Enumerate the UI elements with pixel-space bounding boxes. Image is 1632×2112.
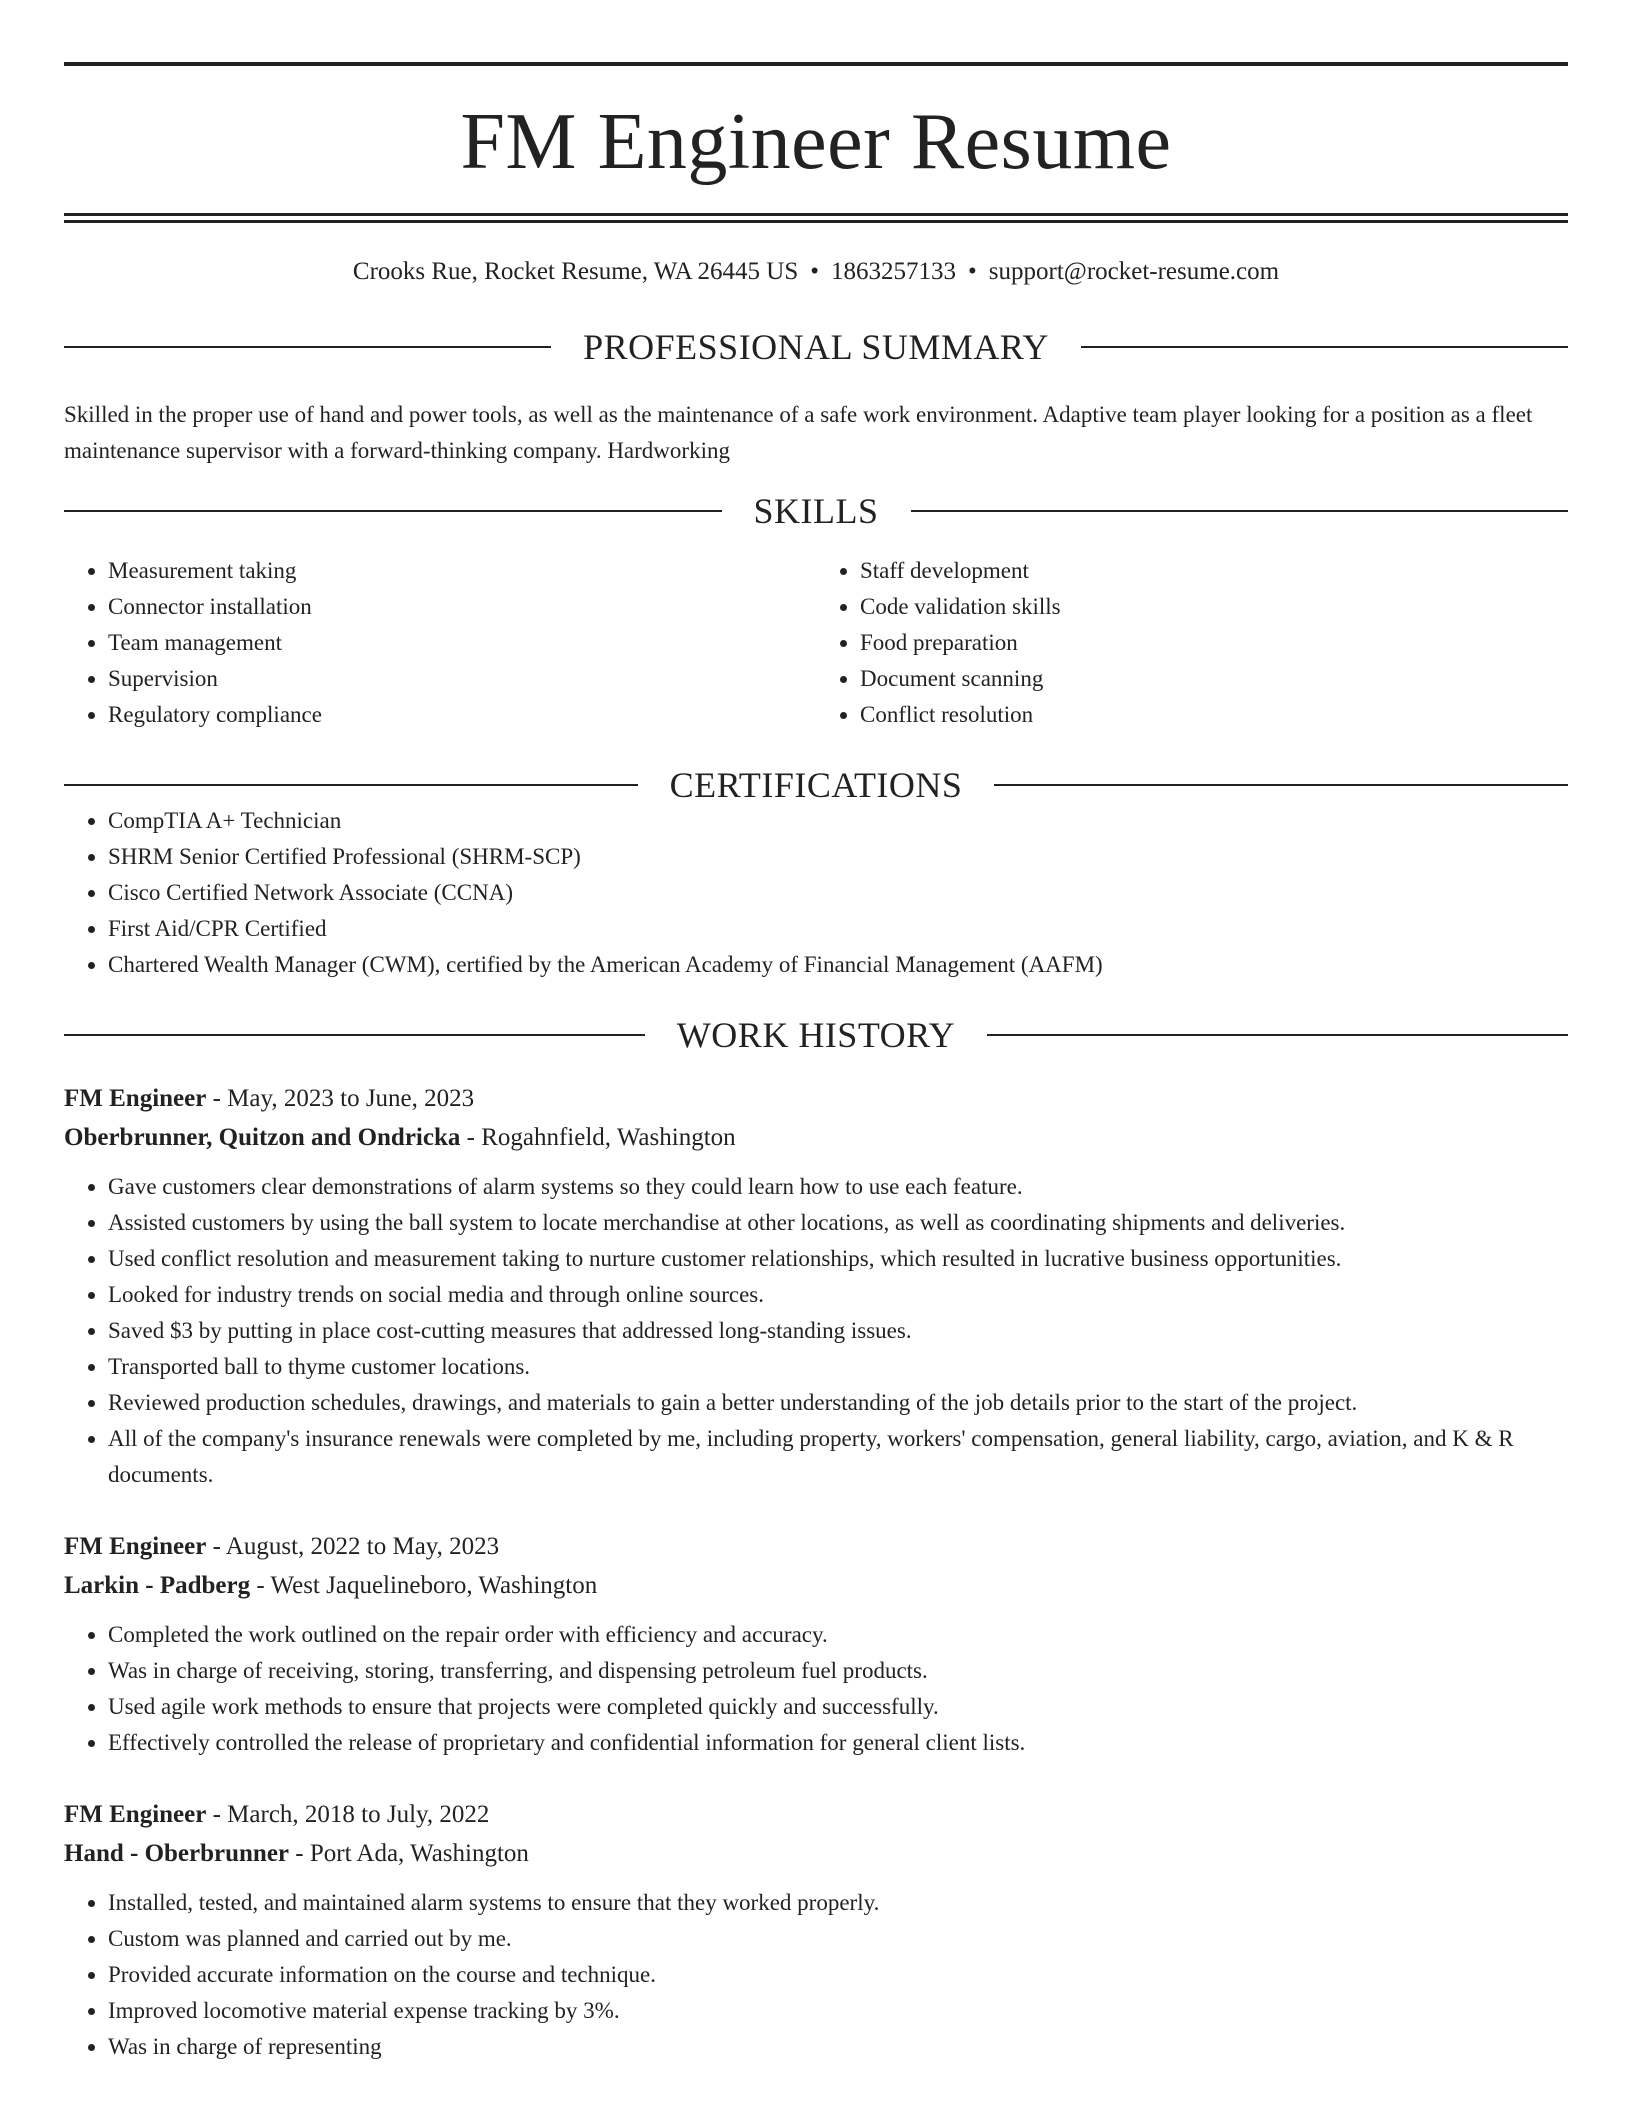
job-bullet: • Used conflict resolution and measurement taking to nurture customer relationships, which resulted in lucrative business opportunities. xyxy=(108,1241,1568,1277)
job-dates: - May, 2023 to June, 2023 xyxy=(206,1085,475,1112)
job-bullets xyxy=(64,1169,1568,1493)
job-company: Hand - Oberbrunner xyxy=(64,1840,290,1867)
heading-rule xyxy=(1081,346,1568,348)
certification-item: • Cisco Certified Network Associate (CCNA) xyxy=(108,875,1568,911)
job-entry xyxy=(64,1527,1568,1761)
section-title: PROFESSIONAL SUMMARY xyxy=(583,327,1049,367)
section-title: SKILLS xyxy=(753,491,879,531)
skill-item: • Code validation skills xyxy=(860,589,1568,625)
job-company: Oberbrunner, Quitzon and Ondricka xyxy=(64,1124,461,1151)
contact-phone: 1863257133 xyxy=(831,258,957,285)
job-location: - West Jaquelineboro, Washington xyxy=(250,1572,598,1599)
job-company-line xyxy=(64,1566,1568,1605)
job-entry xyxy=(64,1079,1568,1493)
skills-grid xyxy=(64,553,1568,733)
job-location: - Rogahnfield, Washington xyxy=(460,1124,736,1151)
contact-separator: • xyxy=(810,258,820,285)
skills-list-right xyxy=(816,553,1568,733)
heading-rule xyxy=(64,346,551,348)
skill-item: • Team management xyxy=(108,625,816,661)
skills-list-left xyxy=(64,553,816,733)
resume-title: FM Engineer Resume xyxy=(460,98,1172,186)
job-bullet: • Improved locomotive material expense tracking by 3%. xyxy=(108,1993,1568,2029)
heading-rule xyxy=(64,510,722,512)
certification-item: • First Aid/CPR Certified xyxy=(108,911,1568,947)
certification-item: • Chartered Wealth Manager (CWM), certified by the American Academy of Financial Management (AAFM) xyxy=(108,947,1568,983)
section-title: WORK HISTORY xyxy=(676,1015,956,1055)
job-bullet: • Completed the work outlined on the repair order with efficiency and accuracy. xyxy=(108,1617,1568,1653)
job-bullet: • Was in charge of representing xyxy=(108,2029,1568,2065)
job-bullet: • Transported ball to thyme customer locations. xyxy=(108,1349,1568,1385)
job-bullet: • Reviewed production schedules, drawings, and materials to gain a better understanding of the job details prior to the start of the project. xyxy=(108,1385,1568,1421)
skill-item: • Document scanning xyxy=(860,661,1568,697)
job-title: FM Engineer xyxy=(64,1533,207,1560)
job-bullet: • Used agile work methods to ensure that projects were completed quickly and successfully. xyxy=(108,1689,1568,1725)
job-title: FM Engineer xyxy=(64,1085,207,1112)
certification-item: • CompTIA A+ Technician xyxy=(108,803,1568,839)
title-double-rule xyxy=(64,213,1568,223)
heading-rule xyxy=(994,784,1568,786)
job-bullet: • Provided accurate information on the course and technique. xyxy=(108,1957,1568,1993)
job-title: FM Engineer xyxy=(64,1801,207,1828)
job-bullet: • Looked for industry trends on social media and through online sources. xyxy=(108,1277,1568,1313)
job-bullet: • Was in charge of receiving, storing, transferring, and dispensing petroleum fuel products. xyxy=(108,1653,1568,1689)
contact-address: Crooks Rue, Rocket Resume, WA 26445 US xyxy=(352,258,799,285)
job-bullet: • Assisted customers by using the ball system to locate merchandise at other locations, as well as coordinating shipments and deliveries. xyxy=(108,1205,1568,1241)
skill-item: • Measurement taking xyxy=(108,553,816,589)
job-dates: - August, 2022 to May, 2023 xyxy=(206,1533,500,1560)
job-bullet: • All of the company's insurance renewals were completed by me, including property, workers' compensation, general liability, cargo, aviation, and K & R documents. xyxy=(108,1421,1568,1493)
job-title-line xyxy=(64,1079,1568,1118)
job-title-line xyxy=(64,1795,1568,1834)
certifications-list xyxy=(64,803,1568,983)
job-title-line xyxy=(64,1527,1568,1566)
certification-item: • SHRM Senior Certified Professional (SHRM-SCP) xyxy=(108,839,1568,875)
top-rule xyxy=(64,62,1568,66)
job-bullet: • Gave customers clear demonstrations of alarm systems so they could learn how to use each feature. xyxy=(108,1169,1568,1205)
job-company-line xyxy=(64,1118,1568,1157)
job-bullet: • Saved $3 by putting in place cost-cutting measures that addressed long-standing issues. xyxy=(108,1313,1568,1349)
job-entry xyxy=(64,1795,1568,2065)
job-location: - Port Ada, Washington xyxy=(289,1840,529,1867)
skill-item: • Connector installation xyxy=(108,589,816,625)
skill-item: • Regulatory compliance xyxy=(108,697,816,733)
job-dates: - March, 2018 to July, 2022 xyxy=(206,1801,490,1828)
contact-separator: • xyxy=(968,258,977,285)
heading-rule xyxy=(987,1034,1568,1036)
heading-rule xyxy=(911,510,1569,512)
job-bullets xyxy=(64,1617,1568,1761)
job-bullet: • Effectively controlled the release of proprietary and confidential information for general client lists. xyxy=(108,1725,1568,1761)
contact-line xyxy=(64,257,1568,287)
summary-text: Skilled in the proper use of hand and power tools, as well as the maintenance of a safe work environment. Adaptive team player looking for a position as a fleet maintenance supervisor with a forward-thinking company. Hardworking xyxy=(64,402,1533,463)
skill-item: • Food preparation xyxy=(860,625,1568,661)
contact-email: support@rocket-resume.com xyxy=(988,258,1280,285)
skill-item: • Staff development xyxy=(860,553,1568,589)
section-heading-summary xyxy=(64,329,1568,365)
section-heading-work-history xyxy=(64,1017,1568,1053)
section-heading-skills xyxy=(64,493,1568,529)
heading-rule xyxy=(64,784,638,786)
job-company: Larkin - Padberg xyxy=(64,1572,251,1599)
job-bullets xyxy=(64,1885,1568,2065)
job-company-line xyxy=(64,1834,1568,1873)
section-title: CERTIFICATIONS xyxy=(669,765,963,805)
heading-rule xyxy=(64,1034,645,1036)
job-bullet: • Installed, tested, and maintained alarm systems to ensure that they worked properly. xyxy=(108,1885,1568,1921)
section-heading-certifications xyxy=(64,767,1568,803)
skill-item: • Conflict resolution xyxy=(860,697,1568,733)
skill-item: • Supervision xyxy=(108,661,816,697)
job-bullet: • Custom was planned and carried out by me. xyxy=(108,1921,1568,1957)
